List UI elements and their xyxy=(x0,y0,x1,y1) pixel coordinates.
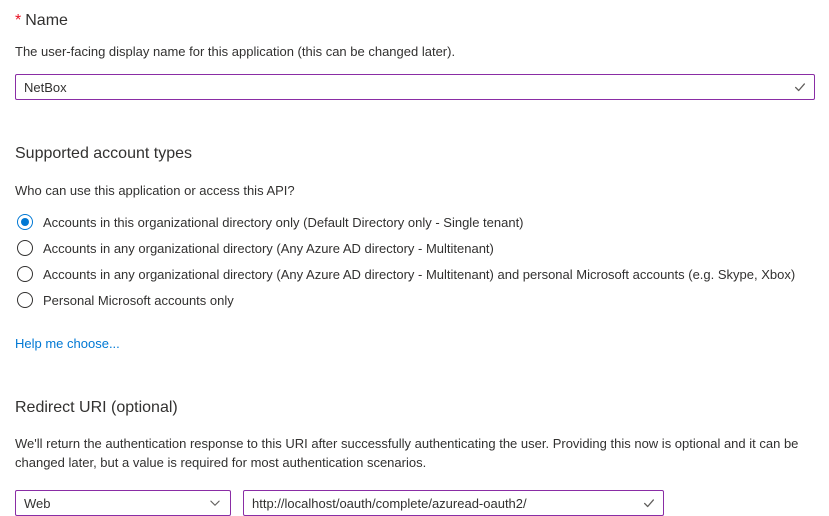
radio-label: Accounts in any organizational directory (Any Azure AD directory - Multitenant) and personal Microsoft accounts (e.g. Skype, Xbox) xyxy=(43,266,796,282)
redirect-uri-input[interactable] xyxy=(243,490,664,516)
chevron-down-icon xyxy=(209,497,221,509)
radio-label: Personal Microsoft accounts only xyxy=(43,292,234,308)
redirect-uri-description: We'll return the authentication response to this URI after successfully authenticating the user. Providing this now is optional and it can be changed later, but a value is required for most authentication scenarios. xyxy=(15,436,799,470)
redirect-uri-input-wrap xyxy=(243,490,664,516)
radio-personal-only[interactable] xyxy=(15,287,815,313)
radio-button-icon xyxy=(17,214,33,230)
account-types-radio-group xyxy=(15,209,815,313)
radio-label: Accounts in any organizational directory (Any Azure AD directory - Multitenant) xyxy=(43,240,494,256)
redirect-uri-section xyxy=(15,397,815,516)
radio-button-icon xyxy=(17,240,33,256)
radio-label: Accounts in this organizational directory only (Default Directory only - Single tenant) xyxy=(43,214,524,230)
radio-button-icon xyxy=(17,292,33,308)
redirect-uri-title: Redirect URI (optional) xyxy=(15,399,178,416)
name-section-title xyxy=(15,10,815,31)
radio-single-tenant[interactable] xyxy=(15,209,815,235)
platform-select-value: Web xyxy=(24,495,51,511)
radio-button-icon xyxy=(17,266,33,282)
account-types-question: Who can use this application or access this API? xyxy=(15,183,295,198)
name-description: The user-facing display name for this application (this can be changed later). xyxy=(15,44,456,59)
name-input-wrap xyxy=(15,74,815,100)
name-input[interactable] xyxy=(15,74,815,100)
radio-multitenant[interactable] xyxy=(15,235,815,261)
name-title-text: Name xyxy=(25,12,68,29)
help-me-choose-link[interactable]: Help me choose... xyxy=(15,336,120,351)
radio-multitenant-personal[interactable] xyxy=(15,261,815,287)
required-asterisk: * xyxy=(15,12,22,29)
redirect-uri-controls xyxy=(15,490,815,516)
name-section xyxy=(15,10,815,100)
account-types-section xyxy=(15,143,815,353)
account-types-title: Supported account types xyxy=(15,145,193,162)
platform-select[interactable] xyxy=(15,490,231,516)
